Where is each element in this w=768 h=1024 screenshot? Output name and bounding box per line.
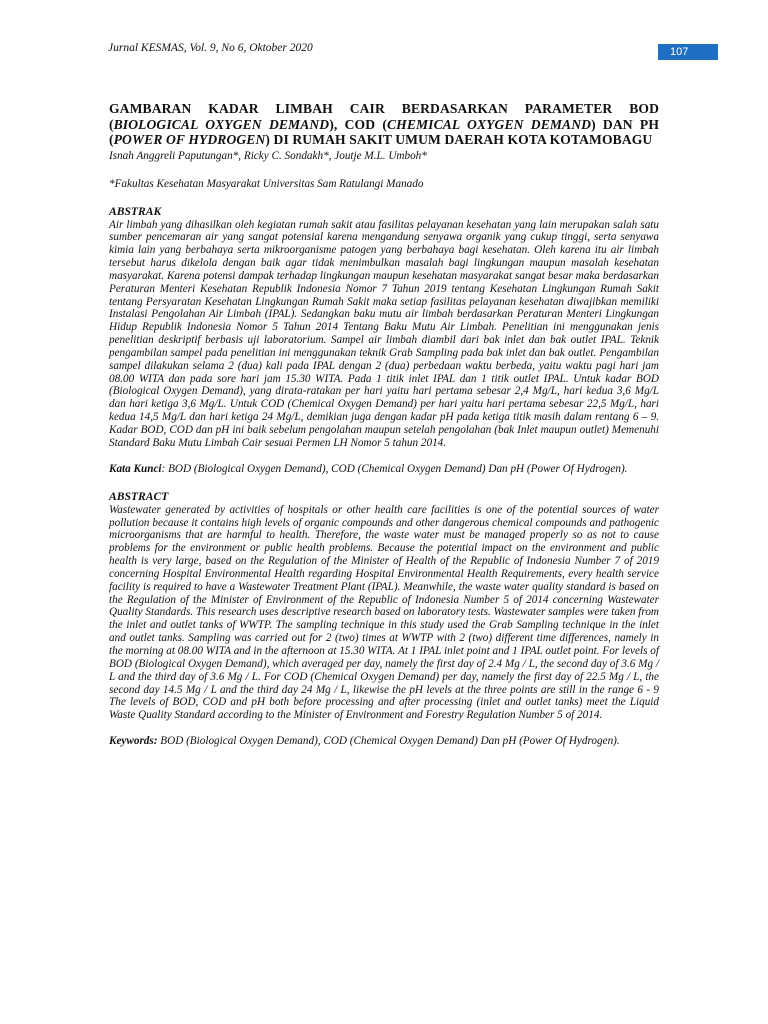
keywords-text: BOD (Biological Oxygen Demand), COD (Chemical Oxygen Demand) Dan pH (Power Of Hydrogen). <box>157 735 620 748</box>
title-italic-cod: CHEMICAL OXYGEN DEMAND <box>386 116 592 132</box>
page-number-badge: 107 <box>658 44 718 60</box>
title-italic-ph: POWER OF HYDROGEN <box>113 132 266 147</box>
keywords <box>109 735 659 748</box>
keywords-label: Keywords: <box>109 735 158 748</box>
title-part-3: ) DAN PH ( <box>109 116 660 147</box>
kata-kunci <box>109 463 659 476</box>
title-part-2: ), COD ( <box>329 116 387 132</box>
article-title <box>109 101 659 148</box>
kata-kunci-label: Kata Kunci <box>109 462 162 475</box>
title-italic-bod: BIOLOGICAL OXYGEN DEMAND <box>113 116 330 132</box>
abstrak-text: Air limbah yang dihasilkan oleh kegiatan rumah sakit atau fasilitas pelayanan kesehatan yang lain merupakan salah satu sumber pencemaran air yang sangat potensial karena mengandung senyawa organik yang cukup tinggi, serta senyawa kimia lain yang berbahaya serta mikroorganisme patogen yang berbahaya bagi kesehatan. Oleh karena itu air limbah tersebut harus dikelola dengan baik agar tidak menimbulkan masalah bagi lingkungan maupun masalah kesehatan masyarakat. Karena potensi dampak terhadap lingkungan maupun kesehatan masyarakat sangat besar maka berdasarkan Peraturan Menteri Kesehatan Republik Indonesia Nomor 7 Tahun 2019 tentang Kesehatan Lingkungan Rumah Sakit tentang Persyaratan Kesehatan Lingkungan Rumah Sakit maka setiap fasilitas pelayanan kesehatan diwajibkan memiliki Instalasi Pengolahan Air Limbah (IPAL). Sedangkan baku mutu air limbah berdasarkan Peraturan Menteri Lingkungan Hidup Republik Indonesia Nomor 5 Tahun 2014 Tentang Baku Mutu Air Limbah. Penelitian ini menggunakan jenis penelitian deskriptif berbasis uji laboratorium. Sampel air limbah diambil dari bak inlet dan bak outlet IPAL. Teknik pengambilan sampel pada penelitian ini menggunakan teknik Grab Sampling pada bak inlet dan bak outlet. Pengambilan sampel dilakukan selama 2 (dua) kali pada IPAL dengan 2 (dua) perbedaan waktu berbeda, yaitu waktu pagi hari jam 08.00 WITA dan pada sore hari jam 15.30 WITA. Pada 1 titik inlet IPAL dan 1 titik outlet IPAL. Untuk kadar BOD (Biological Oxygen Demand), yang dirata-ratakan per hari yaitu hari pertama sebesar 2,4 Mg/L, hari kedua 3,6 Mg/L dan hari ketiga 3,6 Mg/L. Untuk COD (Chemical Oxygen Demand) per hari yaitu hari pertama sebesar 22,5 Mg/L, hari kedua 14,5 Mg/L dan hari ketiga 24 Mg/L, demikian juga dengan kadar pH pada ketiga titik masih dalam rentang 6 – 9. Kadar BOD, COD dan pH ini baik sebelum pengolahan maupun setelah pengolahan (bak Inlet maupun outlet) Memenuhi Standard Baku Mutu Limbah Cair sesuai Permen LH Nomor 5 tahun 2014. <box>109 218 659 449</box>
title-part-4: ) DI RUMAH SAKIT UMUM DAERAH KOTA KOTAMOBAGU <box>265 132 653 147</box>
abstract-heading: ABSTRACT <box>109 489 169 503</box>
abstrak-heading: ABSTRAK <box>109 204 162 218</box>
journal-header: Jurnal KESMAS, Vol. 9, No 6, Oktober 2020 <box>108 42 313 54</box>
article-content <box>109 101 659 748</box>
authors: Isnah Anggreli Paputungan*, Ricky C. Sondakh*, Joutje M.L. Umboh* <box>109 149 427 162</box>
title-part-1: GAMBARAN KADAR LIMBAH CAIR BERDASARKAN PARAMETER BOD ( <box>109 101 659 132</box>
abstract-text: Wastewater generated by activities of hospitals or other health care facilities is one of the potential sources of water pollution because it contains high levels of organic compounds and other dangerous chemical compounds and pathogenic microorganisms that are harmful to health. Therefore, the waste water must be managed properly so as not to cause problems for the environment or public health problems. Because the potential impact on the environment and public health is very large, based on the Regulation of the Minister of Health of the Republic of Indonesia Number 7 of 2019 concerning Hospital Environmental Health regarding Hospital Environmental Health Requirements, every health service facility is required to have a Wastewater Treatment Plant (IPAL). Meanwhile, the waste water quality standard is based on the Regulation of the Minister of Environment of the Republic of Indonesia Number 5 of 2014 concerning Wastewater Quality Standards. This research uses descriptive research based on laboratory tests. Wastewater samples were taken from the inlet and outlet tanks of WWTP. The sampling technique in this study used the Grab Sampling technique in the inlet and outlet tanks. Sampling was carried out for 2 (two) times at WWTP with 2 (two) different time differences, namely in the morning at 08.00 WITA and in the afternoon at 15.30 WITA. At 1 IPAL inlet point and 1 IPAL outlet point. For levels of BOD (Biological Oxygen Demand), which averaged per day, namely the first day of 2.4 Mg / L, the second day of 3.6 Mg / L and the third day of 3.6 Mg / L. For COD (Chemical Oxygen Demand) per day, namely the first day of 22.5 Mg / L, the second day 14.5 Mg / L and the third day 24 Mg / L, likewise the pH levels at the three points are still in the range 6 - 9 The levels of BOD, COD and pH both before processing and after processing (inlet and outlet tanks) meet the Liquid Waste Quality Standard according to the Minister of Environment and Forestry Regulation Number 5 of 2014. <box>109 503 659 722</box>
affiliation: *Fakultas Kesehatan Masyarakat Universitas Sam Ratulangi Manado <box>109 177 424 190</box>
kata-kunci-text: : BOD (Biological Oxygen Demand), COD (Chemical Oxygen Demand) Dan pH (Power Of Hydrogen). <box>161 462 628 475</box>
